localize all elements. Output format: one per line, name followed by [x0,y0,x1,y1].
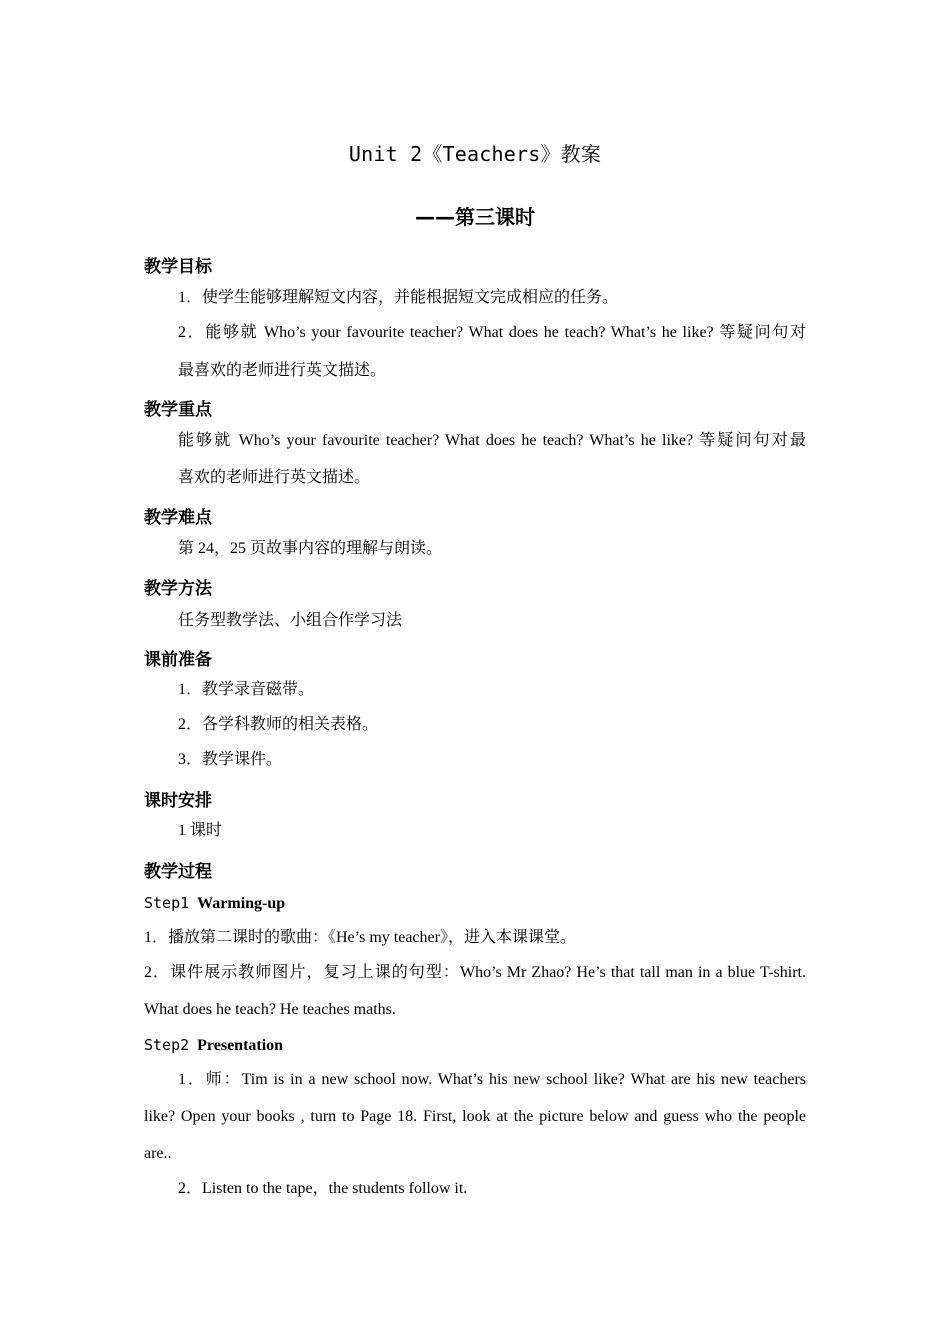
objectives-item-2-line-2: 最喜欢的老师进行英文描述。 [178,362,387,379]
schedule-line-1: 1 课时 [178,822,223,839]
step-1-item-2-line-2: What does he teach? He teaches maths. [144,1001,396,1018]
heading-schedule: 课时安排 [144,791,212,811]
step-2-item-1-line-3: are.. [144,1145,172,1162]
step-1-heading [144,893,285,914]
objectives-item-2-line-1: 2．能够就 Who’s your favourite teacher? What does he teach? What’s he like? 等疑问句对 [178,324,806,341]
heading-process: 教学过程 [144,862,212,882]
preparation-item-2: 2．各学科教师的相关表格。 [178,716,379,733]
preparation-item-1: 1．教学录音磁带。 [178,681,315,698]
step-2-item-2: 2．Listen to the tape，the students follow it. [178,1180,468,1197]
step-1-item-2-line-1: 2．课件展示教师图片，复习上课的句型：Who’s Mr Zhao? He’s that tall man in a blue T-shirt. [144,964,806,981]
methods-line-1: 任务型教学法、小组合作学习法 [178,612,403,629]
heading-key-points: 教学重点 [144,400,212,420]
heading-objectives: 教学目标 [144,257,212,277]
step-2-code: Step2 [144,1036,190,1054]
step-1-title: Warming-up [197,895,286,912]
heading-difficulties: 教学难点 [144,508,212,528]
step-2-title: Presentation [197,1037,284,1054]
key-points-line-1: 能够就 Who’s your favourite teacher? What does he teach? What’s he like? 等疑问句对最 [178,432,806,449]
step-2-heading [144,1035,283,1056]
document-subtitle: ——第三课时 [415,205,535,229]
preparation-item-3: 3．教学课件。 [178,751,283,768]
difficulties-line-1: 第 24，25 页故事内容的理解与朗读。 [178,540,443,557]
objectives-item-1: 1．使学生能够理解短文内容，并能根据短文完成相应的任务。 [178,289,619,306]
heading-preparation: 课前准备 [144,650,212,670]
key-points-line-2: 喜欢的老师进行英文描述。 [178,469,371,486]
heading-methods: 教学方法 [144,579,212,599]
step-2-item-1-line-1: 1．师：Tim is in a new school now. What’s his new school like? What are his new teachers [178,1071,806,1088]
step-1-code: Step1 [144,894,190,912]
document-title: Unit 2《Teachers》教案 [348,142,602,166]
step-2-item-1-line-2: like? Open your books , turn to Page 18. First, look at the picture below and guess who the people [144,1108,806,1125]
step-1-item-1: 1．播放第二课时的歌曲：《He’s my teacher》，进入本课课堂。 [144,929,576,946]
